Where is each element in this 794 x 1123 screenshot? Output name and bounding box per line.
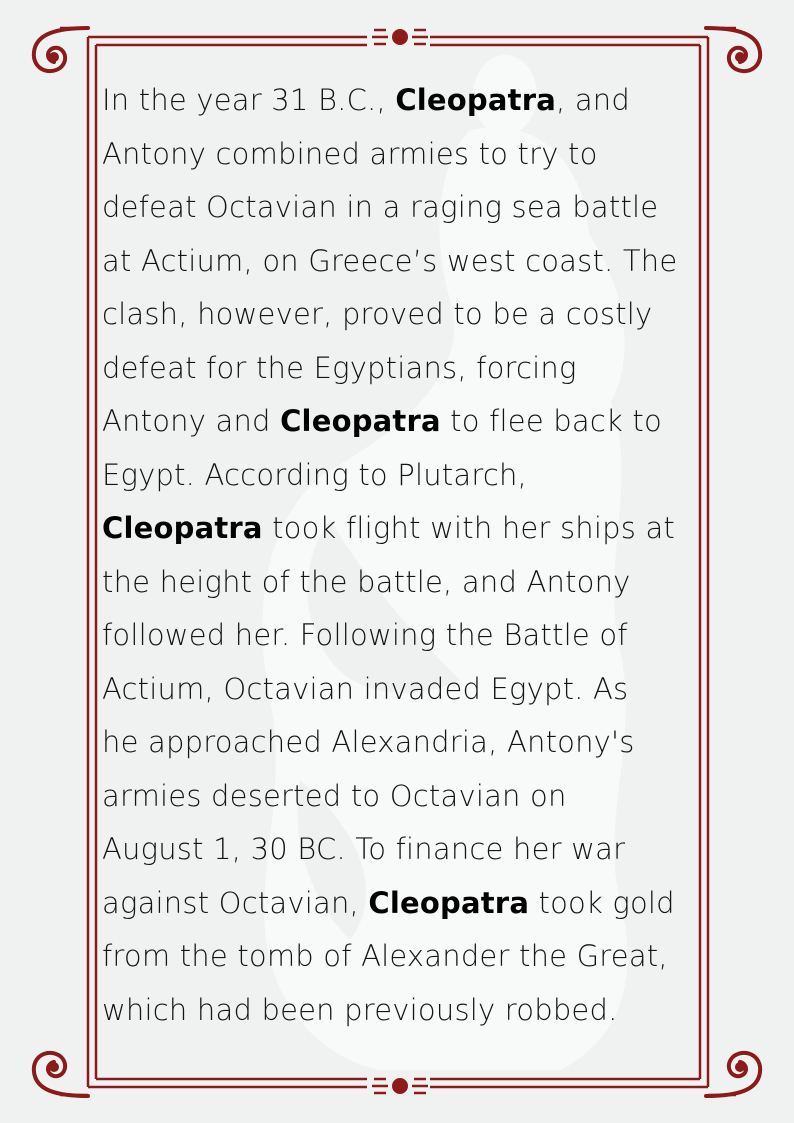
passage-line-text: August 1, 30 BC. To finance her war: [102, 832, 626, 866]
passage-line: [102, 609, 702, 663]
passage-line-text: followed her. Following the Battle of: [102, 618, 628, 652]
passage-line-text: took gold: [529, 885, 675, 920]
passage-line: [102, 716, 702, 770]
passage-line: [102, 930, 702, 984]
passage-line-text: In the year 31 B.C.,: [102, 83, 396, 117]
passage-line: [102, 342, 702, 396]
highlighted-name: Cleopatra: [368, 885, 530, 920]
center-dot-icon: [372, 1073, 428, 1099]
passage-line-text: took flight with her ships at: [262, 511, 675, 545]
corner-scroll-icon: [26, 20, 90, 84]
highlighted-name: Cleopatra: [280, 404, 441, 438]
passage-line: [102, 449, 702, 503]
highlighted-name: Cleopatra: [102, 511, 263, 545]
passage-line-text: against Octavian,: [102, 885, 369, 920]
passage-line-text: , and: [556, 83, 630, 117]
passage-line-text: armies deserted to Octavian on: [102, 778, 567, 813]
passage-line-text: Actium, Octavian invaded Egypt. As: [102, 671, 629, 706]
passage-line: [102, 288, 702, 342]
passage-line-text: Antony and: [102, 404, 281, 438]
passage-line-text: defeat Octavian in a raging sea battle: [102, 190, 659, 224]
passage-line: [102, 663, 702, 717]
passage-line: [102, 877, 702, 931]
passage-line: [102, 823, 702, 877]
passage-line-text: at Actium, on Greece’s west coast. The: [102, 243, 678, 278]
passage-line-text: Antony combined armies to try to: [102, 136, 598, 171]
passage-line-text: clash, however, proved to be a costly: [102, 297, 653, 331]
passage-line-text: to flee back to: [440, 404, 662, 438]
passage-line-text: he approached Alexandria, Antony's: [102, 725, 635, 759]
passage-line: [102, 770, 702, 824]
corner-scroll-icon: [704, 1040, 768, 1104]
passage-line: [102, 502, 702, 556]
passage-line: [102, 235, 702, 289]
passage-line: [102, 556, 702, 610]
passage-line: [102, 984, 702, 1038]
passage-line-text: defeat for the Egyptians, forcing: [102, 350, 577, 385]
passage-line: [102, 128, 702, 182]
passage-line-text: the height of the battle, and Antony: [102, 564, 631, 599]
corner-scroll-icon: [704, 20, 768, 84]
highlighted-name: Cleopatra: [395, 83, 556, 117]
passage-line-text: Egypt. According to Plutarch,: [102, 457, 527, 492]
passage-line-text: which had been previously robbed.: [102, 992, 618, 1027]
passage-line: [102, 181, 702, 235]
passage-line: [102, 74, 702, 128]
corner-scroll-icon: [26, 1040, 90, 1104]
passage-line-text: from the tomb of Alexander the Great,: [102, 939, 668, 973]
passage-text: [102, 74, 702, 1037]
passage-line: [102, 395, 702, 449]
center-dot-icon: [372, 24, 428, 50]
